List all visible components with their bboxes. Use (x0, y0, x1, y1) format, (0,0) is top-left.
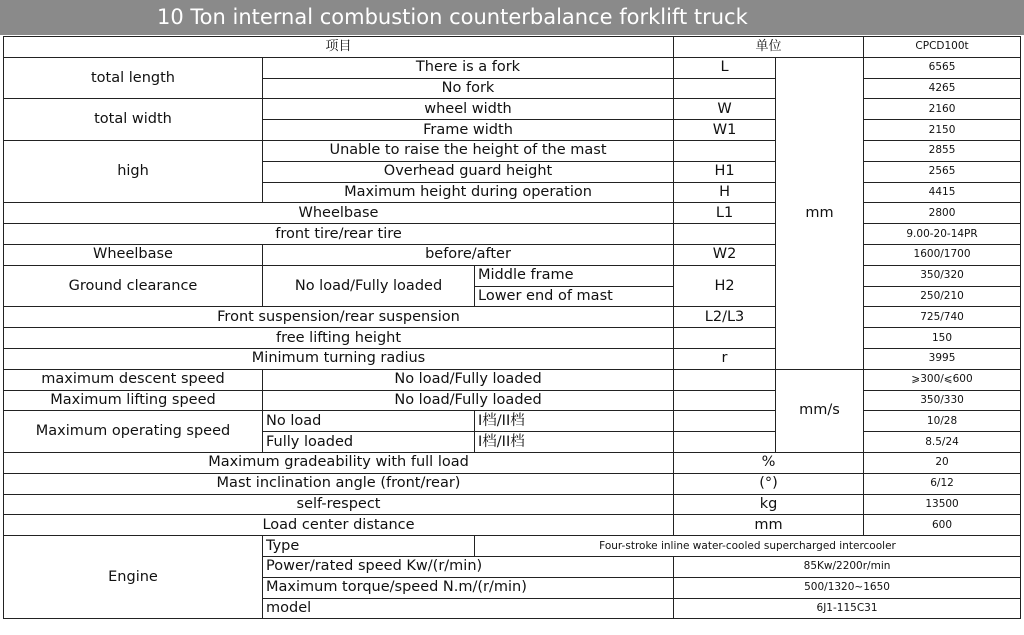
table-row (4, 265, 1021, 286)
row-sublabel: Unable to raise the height of the mast (263, 140, 674, 161)
row-code (674, 224, 776, 245)
row-code: W1 (674, 120, 776, 141)
engine-model-label: model (263, 598, 674, 619)
table-row (4, 203, 1021, 224)
row-code: H1 (674, 161, 776, 182)
row-value: 600 (864, 515, 1021, 536)
row-value: 1600/1700 (864, 244, 1021, 265)
row-value: 4415 (864, 182, 1021, 203)
row-value: 10/28 (864, 411, 1021, 432)
table-row (4, 411, 1021, 432)
row-value: 13500 (864, 494, 1021, 515)
row-sublabel: Maximum height during operation (263, 182, 674, 203)
row-label: Wheelbase (4, 244, 263, 265)
row-label: Engine (4, 536, 263, 619)
engine-torque-label: Maximum torque/speed N.m/(r/min) (263, 577, 674, 598)
row-label: Mast inclination angle (front/rear) (4, 473, 674, 494)
row-code (674, 390, 776, 411)
row-sublabel: No load/Fully loaded (263, 265, 475, 307)
row-sublabel: No load/Fully loaded (263, 390, 674, 411)
row-sublabel: There is a fork (263, 57, 674, 78)
row-label: Maximum gradeability with full load (4, 452, 674, 473)
row-sublabel: Fully loaded (263, 432, 475, 453)
table-header-row (4, 37, 1021, 58)
row-code (674, 369, 776, 390)
header-model: CPCD100t (864, 37, 1021, 58)
row-code (674, 78, 776, 99)
row-code (674, 411, 776, 432)
row-code: W (674, 99, 776, 120)
row-detail: I档/II档 (475, 432, 674, 453)
row-label: Wheelbase (4, 203, 674, 224)
row-code: L2/L3 (674, 307, 776, 328)
row-value: 250/210 (864, 286, 1021, 307)
table-row (4, 494, 1021, 515)
row-label: Ground clearance (4, 265, 263, 307)
row-unit: mm (674, 515, 864, 536)
row-label: Load center distance (4, 515, 674, 536)
table-row (4, 99, 1021, 120)
row-sublabel: Frame width (263, 120, 674, 141)
row-sublabel: wheel width (263, 99, 674, 120)
row-code: L (674, 57, 776, 78)
row-value: 350/330 (864, 390, 1021, 411)
engine-power-value: 85Kw/2200r/min (674, 556, 1021, 577)
unit-mm-per-s: mm/s (776, 369, 864, 452)
row-value: 6565 (864, 57, 1021, 78)
row-sublabel: before/after (263, 244, 674, 265)
table-row (4, 348, 1021, 369)
row-code (674, 432, 776, 453)
table-row (4, 224, 1021, 245)
row-value: 2855 (864, 140, 1021, 161)
engine-model-value: 6J1-115C31 (674, 598, 1021, 619)
table-row (4, 140, 1021, 161)
row-value: 2150 (864, 120, 1021, 141)
row-unit: % (674, 452, 864, 473)
row-value: 8.5/24 (864, 432, 1021, 453)
row-label: total length (4, 57, 263, 99)
row-label: free lifting height (4, 328, 674, 349)
row-label: Maximum operating speed (4, 411, 263, 453)
table-row (4, 390, 1021, 411)
table-row (4, 536, 1021, 557)
engine-type-value: Four-stroke inline water-cooled supercharged intercooler (475, 536, 1021, 557)
row-sublabel: No fork (263, 78, 674, 99)
table-row (4, 369, 1021, 390)
spec-table (3, 36, 1021, 619)
row-value: 725/740 (864, 307, 1021, 328)
table-row (4, 57, 1021, 78)
table-row (4, 452, 1021, 473)
row-sublabel: No load/Fully loaded (263, 369, 674, 390)
row-value: 150 (864, 328, 1021, 349)
row-code (674, 328, 776, 349)
row-value: 20 (864, 452, 1021, 473)
row-label: maximum descent speed (4, 369, 263, 390)
row-code: r (674, 348, 776, 369)
row-value: 4265 (864, 78, 1021, 99)
header-unit: 单位 (674, 37, 864, 58)
page-title: 10 Ton internal combustion counterbalance forklift truck (0, 0, 1024, 35)
engine-torque-value: 500/1320~1650 (674, 577, 1021, 598)
engine-type-label: Type (263, 536, 475, 557)
row-label: self-respect (4, 494, 674, 515)
row-detail: Middle frame (475, 265, 674, 286)
table-row (4, 328, 1021, 349)
row-code: H (674, 182, 776, 203)
row-label: Maximum lifting speed (4, 390, 263, 411)
row-unit: kg (674, 494, 864, 515)
table-row (4, 473, 1021, 494)
header-item: 项目 (4, 37, 674, 58)
row-label: high (4, 140, 263, 202)
table-row (4, 515, 1021, 536)
row-value: 2565 (864, 161, 1021, 182)
row-detail: Lower end of mast (475, 286, 674, 307)
row-sublabel: No load (263, 411, 475, 432)
row-value: 350/320 (864, 265, 1021, 286)
row-label: Minimum turning radius (4, 348, 674, 369)
row-label: total width (4, 99, 263, 141)
row-code: W2 (674, 244, 776, 265)
row-label: Front suspension/rear suspension (4, 307, 674, 328)
row-value: 9.00-20-14PR (864, 224, 1021, 245)
row-code: L1 (674, 203, 776, 224)
row-value: ⩾300/⩽600 (864, 369, 1021, 390)
row-code (674, 140, 776, 161)
row-value: 2160 (864, 99, 1021, 120)
engine-power-label: Power/rated speed Kw/(r/min) (263, 556, 674, 577)
table-row (4, 307, 1021, 328)
table-row (4, 244, 1021, 265)
unit-mm: mm (776, 57, 864, 369)
row-value: 6/12 (864, 473, 1021, 494)
row-unit: (°) (674, 473, 864, 494)
row-code: H2 (674, 265, 776, 307)
row-label: front tire/rear tire (4, 224, 674, 245)
row-sublabel: Overhead guard height (263, 161, 674, 182)
row-value: 3995 (864, 348, 1021, 369)
row-detail: I档/II档 (475, 411, 674, 432)
row-value: 2800 (864, 203, 1021, 224)
